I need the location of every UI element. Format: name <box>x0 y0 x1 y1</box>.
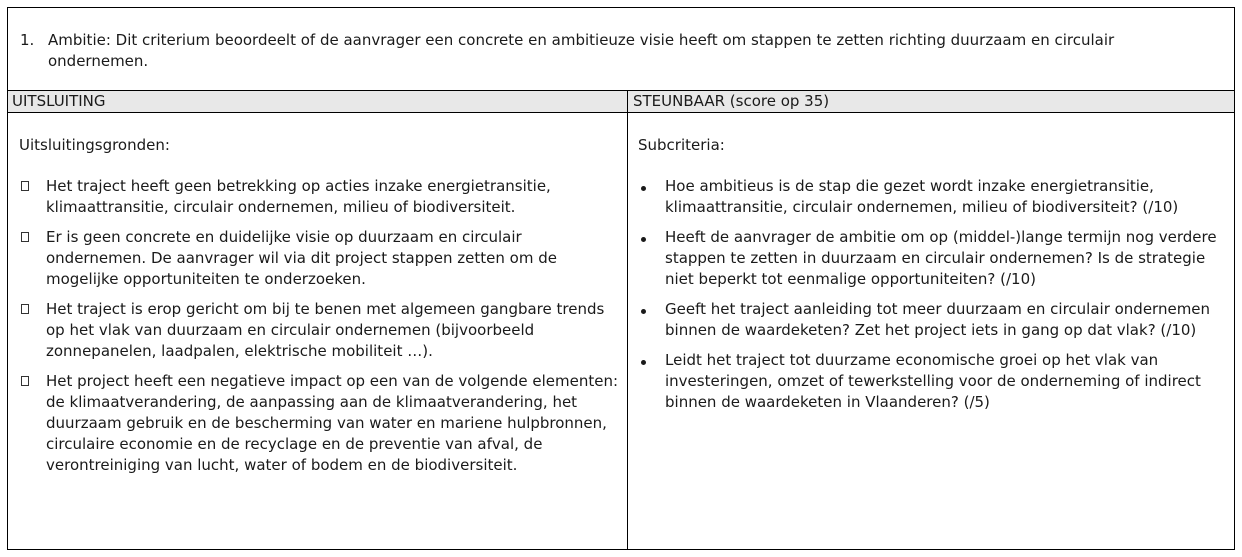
criteria-table <box>7 7 1235 550</box>
column-divider <box>627 91 628 549</box>
checkbox-bullet-icon <box>19 176 37 197</box>
dot-bullet-icon <box>638 227 656 248</box>
subcriteria-list <box>638 176 1228 413</box>
subcriteria-item <box>638 176 1228 218</box>
exclusion-item <box>19 371 619 476</box>
header-eligible: STEUNBAAR (score op 35) <box>633 92 830 110</box>
subcriteria-item <box>638 227 1228 290</box>
criterion-number: 1. <box>20 31 35 49</box>
subcriteria-item <box>638 350 1228 413</box>
subcriteria-item-text: Leidt het traject tot duurzame economische groei op het vlak van investeringen, omzet of tewerkstelling voor de onderneming of indirect binnen de waardeketen in Vlaanderen? (/5) <box>665 351 1201 411</box>
header-row <box>8 91 1234 113</box>
exclusion-item <box>19 176 619 218</box>
dot-bullet-icon <box>638 299 656 320</box>
dot-bullet-icon <box>638 176 656 197</box>
subcriteria-item-text: Geeft het traject aanleiding tot meer duurzaam en circulair ondernemen binnen de waardeketen? Zet het project iets in gang op dat vlak? (/10) <box>665 300 1211 339</box>
exclusion-list <box>19 176 619 476</box>
subcriteria-column <box>638 113 1228 422</box>
checkbox-bullet-icon <box>19 227 37 248</box>
dot-bullet-icon <box>638 350 656 371</box>
exclusion-heading: Uitsluitingsgronden: <box>19 136 170 154</box>
exclusion-item-text: Het traject heeft geen betrekking op acties inzake energietransitie, klimaattransitie, circulair ondernemen, milieu of biodiversiteit. <box>46 177 551 216</box>
exclusion-item <box>19 299 619 362</box>
subcriteria-item-text: Hoe ambitieus is de stap die gezet wordt inzake energietransitie, klimaattransitie, circulair ondernemen, milieu of biodiversiteit? (/10) <box>665 177 1179 216</box>
exclusion-item-text: Het project heeft een negatieve impact op een van de volgende elementen: de klimaatverandering, de aanpassing aan de klimaatverandering, het duurzaam gebruik en de bescherming van water en mariene hulpbronnen, circulaire economie en de recyclage en de preventie van afval, de verontreiniging van lucht, water of bodem en de biodiversiteit. <box>46 372 619 474</box>
subcriteria-item <box>638 299 1228 341</box>
exclusion-item <box>19 227 619 290</box>
header-exclusion: UITSLUITING <box>12 92 106 110</box>
title-row <box>8 8 1234 91</box>
criterion-title: Ambitie: Dit criterium beoordeelt of de aanvrager een concrete en ambitieuze visie heeft om stappen te zetten richting duurzaam en circulair ondernemen. <box>48 31 1115 70</box>
exclusion-column <box>19 113 619 485</box>
checkbox-bullet-icon <box>19 371 37 392</box>
subcriteria-item-text: Heeft de aanvrager de ambitie om op (middel-)lange termijn nog verdere stappen te zetten in duurzaam en circulair ondernemen? Is de strategie niet beperkt tot eenmalige opportuniteiten? (/10) <box>665 228 1217 288</box>
subcriteria-heading: Subcriteria: <box>638 136 725 154</box>
checkbox-bullet-icon <box>19 299 37 320</box>
exclusion-item-text: Er is geen concrete en duidelijke visie op duurzaam en circulair ondernemen. De aanvrager wil via dit project stappen zetten om de mogelijke opportuniteiten te onderzoeken. <box>46 228 557 288</box>
exclusion-item-text: Het traject is erop gericht om bij te benen met algemeen gangbare trends op het vlak van duurzaam en circulair ondernemen (bijvoorbeeld zonnepanelen, laadpalen, elektrische mobiliteit …). <box>46 300 605 360</box>
